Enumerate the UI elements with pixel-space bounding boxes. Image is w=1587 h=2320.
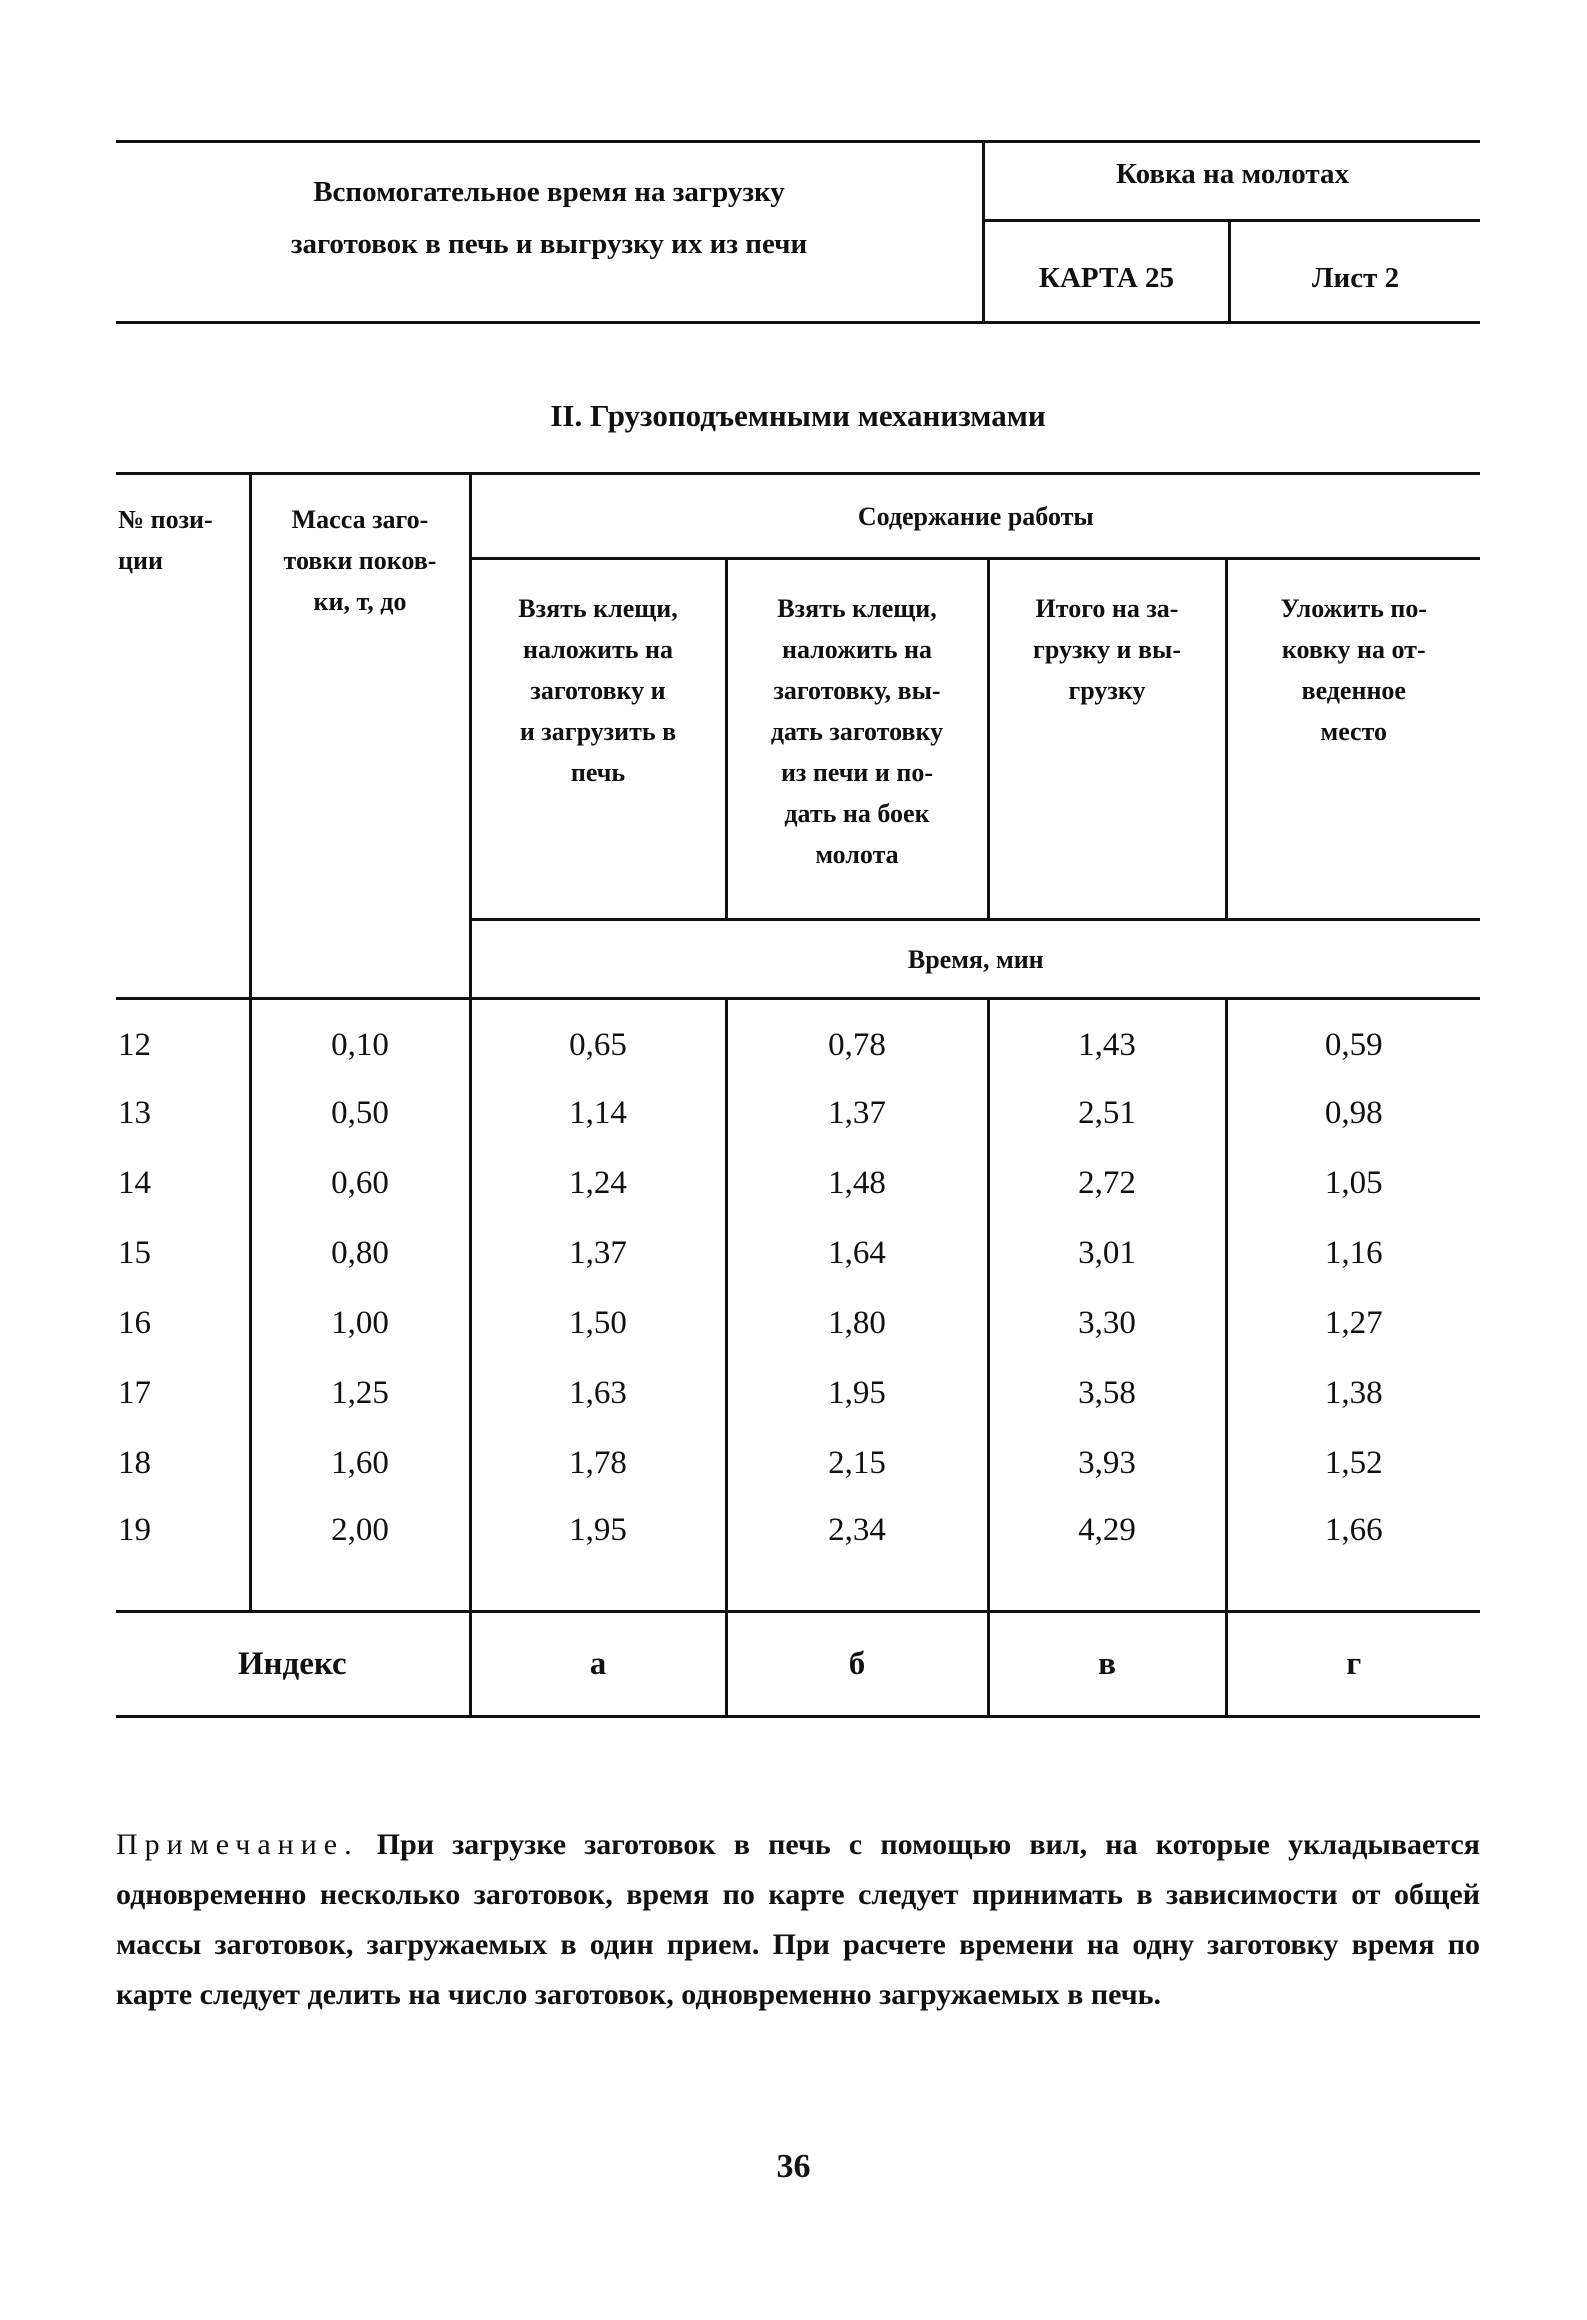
cell-b: 1,48 [726,1148,988,1218]
note-text: При загрузке заготовок в печь с помощью вил, на которые укладывается одновременно несколько заготовок, время по карте следует принимать в зависимости от общей массы заготовок, загружаемых в один прием. При расчете времени на одну заготовку время по карте следует делить на число заготовок, одновременно загружаемых в печь. [116,1828,1480,2011]
table-row [116,1288,1480,1358]
cell-a: 1,14 [470,1078,726,1148]
cell-a: 0,65 [470,999,726,1079]
card-number: КАРТА 25 [1038,262,1175,294]
cell-b: 1,37 [726,1078,988,1148]
cell-mass: 1,60 [250,1428,470,1498]
cell-b: 1,64 [726,1218,988,1288]
header-bottom-rule [116,321,1480,324]
cell-g: 1,38 [1226,1358,1480,1428]
title-line-1: Вспомогательное время на загрузку [313,176,785,208]
index-label: Индекс [116,1612,470,1717]
cell-position: 15 [118,1234,151,1271]
cell-position: 16 [118,1304,151,1341]
cell-v: 1,43 [988,999,1226,1079]
title-line-2: заготовок в печь и выгрузку их из печи [290,228,808,260]
index-g: г [1226,1612,1480,1717]
cell-g: 1,27 [1226,1288,1480,1358]
cell-a: 1,95 [470,1498,726,1612]
cell-g: 1,05 [1226,1148,1480,1218]
cell-g: 0,98 [1226,1078,1480,1148]
cell-mass: 0,80 [250,1218,470,1288]
header-mid-rule [982,219,1480,222]
cell-g: 1,52 [1226,1428,1480,1498]
cell-a: 1,37 [470,1218,726,1288]
table-row [116,1148,1480,1218]
section-name: Ковка на молотах [1116,158,1349,190]
table-row [116,1498,1480,1612]
table-row [116,1428,1480,1498]
index-a: а [470,1612,726,1717]
cell-b: 1,80 [726,1288,988,1358]
table-row [116,999,1480,1079]
page-number: 36 [776,2148,811,2185]
index-b: б [726,1612,988,1717]
time-label: Время, мин [470,920,1480,999]
cell-position: 12 [116,999,250,1079]
cell-v: 3,01 [988,1218,1226,1288]
cell-v: 2,72 [988,1148,1226,1218]
cell-mass: 1,00 [250,1288,470,1358]
col-header-g: Уложить по- ковку на от- веденное место [1226,559,1480,920]
cell-a: 1,24 [470,1148,726,1218]
cell-position: 13 [118,1094,151,1131]
header-top-rule [116,140,1480,143]
cell-a: 1,50 [470,1288,726,1358]
cell-position: 19 [116,1498,250,1612]
cell-a: 1,63 [470,1358,726,1428]
footnote [116,1820,1480,2020]
col-header-b: Взять клещи, наложить на заготовку, вы- дать заготовку из печи и по- дать на боек молота [726,559,988,920]
time-table [116,472,1480,1718]
cell-b: 1,95 [726,1358,988,1428]
index-v: в [988,1612,1226,1717]
cell-g: 1,16 [1226,1218,1480,1288]
sheet-number: Лист 2 [1311,262,1400,294]
cell-mass: 1,25 [250,1358,470,1428]
table-row [116,1358,1480,1428]
index-row [116,1612,1480,1717]
cell-mass: 2,00 [250,1498,470,1612]
cell-mass: 0,50 [250,1078,470,1148]
cell-mass: 0,10 [250,999,470,1079]
cell-v: 3,58 [988,1358,1226,1428]
cell-v: 4,29 [988,1498,1226,1612]
col-header-position: № пози- ции [116,474,250,999]
cell-mass: 0,60 [250,1148,470,1218]
cell-v: 3,30 [988,1288,1226,1358]
cell-b: 2,34 [726,1498,988,1612]
cell-g: 1,66 [1226,1498,1480,1612]
col-header-a: Взять клещи, наложить на заготовку и и загрузить в печь [470,559,726,920]
table-subtitle: II. Грузоподъемными механизмами [550,398,1046,433]
cell-b: 2,15 [726,1428,988,1498]
col-header-mass: Масса заго- товки поков- ки, т, до [250,474,470,999]
document-title [116,166,982,270]
table-row [116,1218,1480,1288]
cell-position: 14 [118,1164,151,1201]
cell-position: 17 [118,1374,151,1411]
cell-a: 1,78 [470,1428,726,1498]
note-label: Примечание. [116,1828,359,1861]
cell-b: 0,78 [726,999,988,1079]
cell-g: 0,59 [1226,999,1480,1079]
cell-v: 2,51 [988,1078,1226,1148]
cell-v: 3,93 [988,1428,1226,1498]
table-row [116,1078,1480,1148]
col-header-v: Итого на за- грузку и вы- грузку [988,559,1226,920]
card-header [116,140,1480,326]
cell-position: 18 [118,1444,151,1481]
col-header-content: Содержание работы [470,474,1480,559]
